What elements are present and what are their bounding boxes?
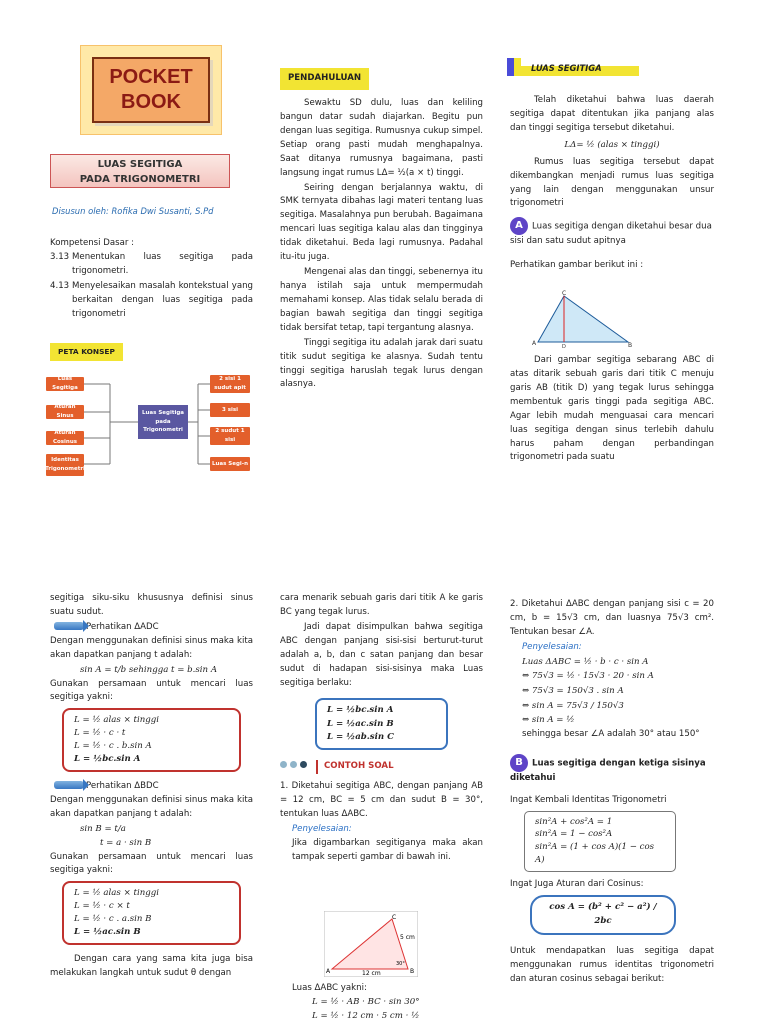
pocket-book-logo [92,57,210,123]
luas-text [510,94,714,273]
author: Disusun oleh: Rofika Dwi Susanti, S.Pd [52,206,214,216]
q1-step1: L = ½ · AB · BC · sin 30° [312,996,420,1007]
fig-30: 30° [396,961,405,967]
luas-p2: Rumus luas segitiga tersebut dapat dikembangkan menjadi rumus luas segitiga yang lain dengan menggunakan unsur trigonometri [510,156,714,209]
bottom-left-column [50,592,253,982]
perhatikan-adc: Perhatikan ΔADC [54,621,253,635]
document-title [50,154,230,188]
pocket-line1: POCKET [109,66,193,88]
ingat-cosinus: Ingat Juga Aturan dari Cosinus: [510,879,644,890]
map-center: Luas Segitiga pada Trigonometri [138,405,188,439]
luas-text-2 [510,354,714,466]
kd-heading: Kompetensi Dasar : [50,238,135,248]
svg-text:B: B [628,342,632,348]
pendahuluan-p1: Sewaktu SD dulu, luas dan keliling bangun datar sudah diajarkan. Begitu pun dengan luas segitiga. Rumusnya cukup simpel. Setiap orang pasti mudah menghapalnya. Saat ditanya rumusnya bagaimana, pasti langsung ingat rumus LΔ= ½(a × t) tinggi. [280,98,483,178]
bl-p2: Dengan menggunakan definisi sinus maka kita akan dapatkan panjang t adalah: [50,635,253,660]
contoh-soal-header [280,760,483,774]
fig-12cm: 12 cm [362,970,381,977]
map-2sisi: 2 sisi 1 sudut apit [210,375,250,393]
bl-eq1: sin A = t/b sehingga t = b.sin A [80,664,218,675]
q2: 2. Diketahui ΔABC dengan panjang sisi c = 20 cm, b = 15√3 cm, dan luasnya 75√3 cm². Tentukan besar ∠A. [510,599,714,637]
bottom-right-column [510,598,714,988]
kompetensi-dasar [50,237,253,323]
map-segi-n: Luas Segi-n [210,457,250,471]
pendahuluan-text [280,97,483,393]
pendahuluan-p3: Mengenai alas dan tinggi, sebenernya itu hanya istilah saja untuk mempermudah memahami konsep. Alas tidak selalu berada di bagian bawah segitiga dan tinggi segitiga tidak bersifat tetap, tapi tergantung alasnya. [280,267,483,333]
bl-p6: Dengan cara yang sama kita juga bisa melakukan langkah untuk sudut θ dengan [50,953,253,978]
map-3sisi: 3 sisi [210,403,250,417]
bm-p2: Jadi dapat disimpulkan bahwa segitiga ABC dengan panjang sisi-sisi berturut-turut adalah a, b, dan c satan panjang dan besar sudut di hadapan sisi-sisinya maka Luas segitiga berlaku: [280,621,483,688]
arrow-icon [54,622,84,630]
bl-p3: Gunakan persamaan untuk mencari luas segitiga yakni: [50,678,253,703]
arrow-icon [54,781,84,789]
map-identitas: Identitas Trigonometri [46,454,84,476]
map-2sudut: 2 sudut 1 sisi [210,427,250,445]
luas-label: LUAS SEGITIGA [531,63,602,73]
pendahuluan-p4: Tinggi segitiga itu adalah jarak dari suatu titik sudut segitiga ke alasnya. Sudah tentu tinggi segitiga haruslah tegak lurus dengan alasnya. [280,337,483,390]
bm-p1: cara menarik sebuah garis dari titik A ke garis BC yang tegak lurus. [280,593,483,617]
bl-eq2b: t = a · sin B [100,837,152,848]
formula-box-1: L = ½ alas × tinggi L = ½ · c · t L = ½ · c . b.sin A L = ½bc.sin A [62,708,241,772]
fig-5cm: 5 cm [400,934,415,941]
q1-solution [292,982,482,1024]
pendahuluan-label: PENDAHULUAN [280,68,369,90]
luas-p1: Telah diketahui bahwa luas daerah segitiga dapat ditentukan jika panjang alas dan tinggi segitiga tersebut diketahui. [510,95,714,133]
svg-text:C: C [562,290,567,297]
svg-text:B: B [410,968,415,975]
bl-eq2a: sin B = t/a [80,823,126,834]
title-line2: PADA TRIGONOMETRI [79,174,201,185]
svg-text:C: C [392,914,397,921]
case-a [510,217,714,249]
triangle-abc-figure [532,290,632,348]
luas-p3: Dari gambar segitiga sebarang ABC di atas ditarik sebuah garis dari titik C menuju garis AB (titik D) yang tegak lurus sehingga membentuk garis tinggi pada segitiga ABC. Agar lebih mudah menguasai cara mencari luas segitiga dengan sinus terlebih dahulu harus paham dengan perbandingan trigonometri pada suatu [510,355,714,463]
svg-text:D: D [562,344,566,348]
q2-steps: Luas ΔABC = ½ · b · c · sin A ⇔ 75√3 = ½ · 15√3 · 20 · sin A ⇔ 75√3 = 150√3 . sin A ⇔ sin A = 75√3 / 150√3 ⇔ sin A = ½ [522,656,654,726]
peta-konsep-label: PETA KONSEP [50,343,123,361]
br-p: Untuk mendapatkan luas segitiga dapat menggunakan rumus identitas trigonometri dan aturan cosinus sebagai berikut: [510,945,714,984]
q1: 1. Diketahui segitiga ABC, dengan panjang AB = 12 cm, BC = 5 cm dan sudut B = 30°, tentukan luas ΔABC. [280,781,483,820]
map-aturan-sinus: Aturan Sinus [46,405,84,419]
bottom-mid-column [280,592,483,866]
q1-triangle-figure [324,911,418,977]
q1-desc: Jika digambarkan segitiganya maka akan tampak seperti gambar di bawah ini. [292,838,483,862]
map-aturan-cosinus: Aturan Cosinus [46,431,84,445]
cosinus-formula: cos A = (b² + c² − a²) / 2bc [530,895,676,935]
case-a-badge: A [510,217,528,235]
title-line1: LUAS SEGITIGA [97,159,183,170]
contoh-soal-label: CONTOH SOAL [324,761,394,772]
svg-text:A: A [532,340,537,347]
bl-p4: Dengan menggunakan definisi sinus maka kita akan dapatkan panjang t adalah: [50,794,253,819]
case-a-text: Luas segitiga dengan diketahui besar dua sisi dan satu sudut apitnya [510,221,712,247]
identity-box: sin²A + cos²A = 1 sin²A = 1 − cos²A sin²A = (1 + cos A)(1 − cos A) [524,811,676,873]
q1-penyelesaian: Penyelesaian: [292,824,352,835]
q1-step2: L = ½ · 12 cm · 5 cm · ½ [312,1010,420,1021]
pendahuluan-p2: Seiring dengan berjalannya waktu, di SMK ternyata dibahas lagi materi tentang luas segitiga. Masalahnya pun berubah. Bagaimana mencari luas segitiga kalau alas dan tingginya tidak diketahui. Beda lagi rumusnya. Padahal itu-itu juga. [280,182,483,263]
case-b [510,754,714,786]
svg-text:A: A [326,968,331,975]
perhatikan-gambar: Perhatikan gambar berikut ini : [510,260,644,271]
q2-answer: sehingga besar ∠A adalah 30° atau 150° [522,728,700,739]
map-luas-segitiga: Luas Segitiga [46,377,84,391]
bl-p1: segitiga siku-siku khususnya definisi sinus suatu sudut. [50,593,253,617]
q2-penyelesaian: Penyelesaian: [522,641,582,652]
dots-icon [280,760,310,774]
kd-item-1: 3.13 Menentukan luas segitiga pada trigonometri. [50,251,253,276]
pocket-line2: BOOK [121,91,181,113]
formula-box-2: L = ½ alas × tinggi L = ½ · c × t L = ½ · c . a.sin B L = ½ac.sin B [62,881,241,945]
case-b-badge: B [510,754,528,772]
luas-formula: LΔ= ½ (alas × tinggi) [564,139,660,150]
perhatikan-bdc: Perhatikan ΔBDC [54,780,253,794]
formula-box-summary: L = ½bc.sin A L = ½ac.sin B L = ½ab.sin C [315,698,448,750]
q1-luas-label: Luas ΔABC yakni: [292,983,367,993]
bl-p5: Gunakan persamaan untuk mencari luas segitiga yakni: [50,851,253,876]
kd-item-2: 4.13 Menyelesaikan masalah kontekstual yang berkaitan dengan luas segitiga pada trigonometri [50,280,253,319]
concept-map [38,372,258,490]
case-b-text: Luas segitiga dengan ketiga sisinya diketahui [510,758,706,783]
ingat-identitas: Ingat Kembali Identitas Trigonometri [510,794,667,805]
